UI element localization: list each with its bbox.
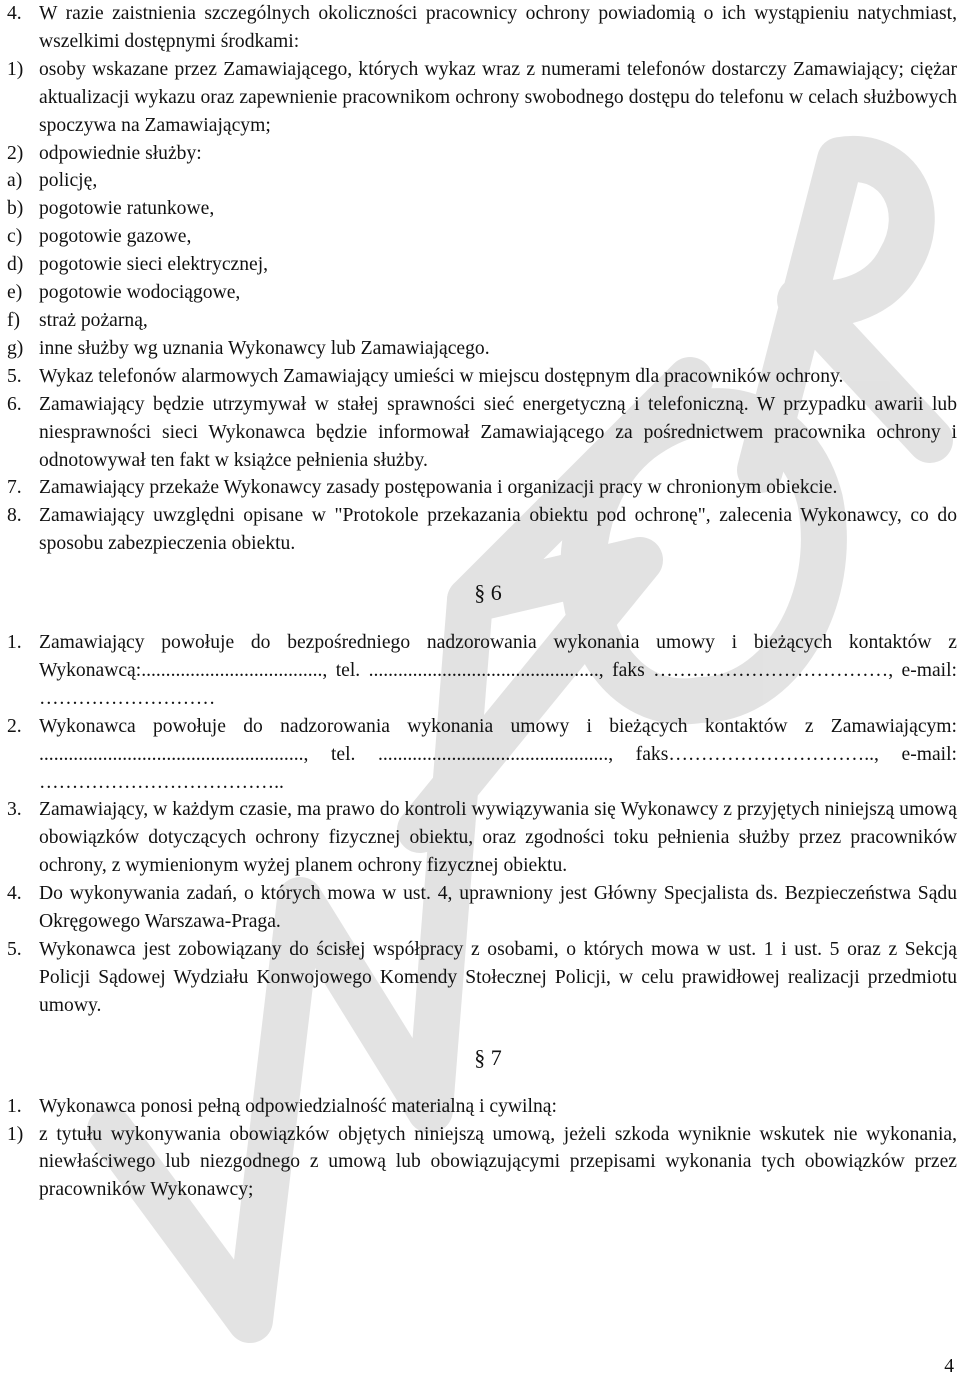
item-number: 2) (7, 142, 24, 164)
list-item (7, 335, 957, 363)
item-number: 5. (7, 365, 22, 387)
item-number: c) (7, 226, 23, 248)
item-number: 3. (7, 799, 22, 821)
list-item (7, 195, 957, 223)
item-number: 8. (7, 505, 22, 527)
list-item (7, 167, 957, 195)
page-number: 4 (944, 1356, 954, 1377)
list-item (7, 474, 957, 502)
item-number: d) (7, 254, 24, 276)
list-item (7, 1093, 957, 1121)
item-text: Zamawiający powołuje do bezpośredniego nadzorowania wykonania umowy i bieżących kontaktów z Wykonawcą:....................................., tel. ..............................................., faks ………………………………, e-mail: ……………………… (39, 632, 957, 709)
list-item (7, 796, 957, 880)
item-text: Wykaz telefonów alarmowych Zamawiający umieści w miejscu dostępnym dla pracowników ochrony. (39, 365, 844, 387)
item-number: 1. (7, 632, 22, 654)
item-number: 6. (7, 393, 22, 415)
section-heading-6: § 6 (474, 580, 502, 606)
list-item (7, 251, 957, 279)
list-item (7, 936, 957, 1020)
item-text: Zamawiający uwzględni opisane w "Protokole przekazania obiektu pod ochronę", zalecenia Wykonawcy, co do sposobu zabezpieczenia obiektu. (39, 505, 957, 555)
list-item (7, 363, 957, 391)
item-text: Do wykonywania zadań, o których mowa w ust. 4, uprawniony jest Główny Specjalista ds. Bezpieczeństwa Sądu Okręgowego Warszawa-Praga. (39, 883, 957, 933)
list-item (7, 279, 957, 307)
item-number: 1. (7, 1095, 22, 1117)
item-text: Zamawiający, w każdym czasie, ma prawo do kontroli wywiązywania się Wykonawcy z przyjętych niniejszą umową obowiązków dotyczących ochrony fizycznej obiektu, oraz zgodności toku pełnienia służby przez pracowników ochrony, z wymienionym wyżej planem ochrony fizycznej obiektu. (39, 799, 957, 877)
list-item (7, 223, 957, 251)
item-number: 2. (7, 715, 22, 737)
item-text: pogotowie sieci elektrycznej, (39, 254, 269, 276)
item-text: pogotowie gazowe, (39, 226, 192, 248)
item-number: 5. (7, 939, 22, 960)
list-item (7, 629, 957, 713)
item-text: straż pożarną, (39, 309, 148, 331)
item-text: osoby wskazane przez Zamawiającego, których wykaz wraz z numerami telefonów dostarczy Zamawiający; ciężar aktualizacji wykazu oraz zapewnienie pracownikom ochrony swobodnego dostępu do telefonu w celach służbowych spoczywa na Zamawiającym; (39, 58, 957, 136)
list-item (7, 56, 957, 140)
list-item (7, 0, 957, 56)
list-item (7, 713, 957, 797)
item-number: 1) (7, 58, 24, 80)
item-number: a) (7, 170, 23, 192)
document-body (7, 0, 957, 1204)
item-number: e) (7, 282, 23, 304)
item-number: 1) (7, 1123, 24, 1145)
item-text: Wykonawca jest zobowiązany do ścisłej współpracy z osobami, o których mowa w ust. 1 i ust. 5 oraz z Sekcją Policji Sądowej Wydziału Konwojowego Komendy Stołecznej Policji, w celu prawidłowej realizacji przedmiotu umowy. (39, 939, 957, 1016)
item-number: g) (7, 337, 24, 359)
item-number: b) (7, 198, 24, 220)
item-text: Wykonawca ponosi pełną odpowiedzialność materialną i cywilną: (39, 1095, 557, 1117)
list-item (7, 140, 957, 168)
list-item (7, 880, 957, 936)
item-text: pogotowie ratunkowe, (39, 198, 215, 220)
item-text: Wykonawca powołuje do nadzorowania wykonania umowy i bieżących kontaktów z Zamawiającym: ......................................................, tel. ..............................................., faks………………………….., e-mail: ……………………………….. (39, 715, 957, 793)
item-text: Zamawiający będzie utrzymywał w stałej sprawności sieć energetyczną i telefoniczną. W przypadku awarii lub niesprawności sieci Wykonawca będzie informował Zamawiającego za pośrednictwem pracownika ochrony i odnotowywał ten fakt w książce pełnienia służby. (39, 393, 957, 471)
list-item (7, 502, 957, 558)
item-text: z tytułu wykonywania obowiązków objętych niniejszą umową, jeżeli szkoda wyniknie wskutek nie wykonania, niewłaściwego lub niezgodnego z umową lub obowiązującymi przepisami wykonania tych obowiązków przez pracowników Wykonawcy; (39, 1123, 957, 1201)
list-item (7, 391, 957, 475)
item-text: Zamawiający przekaże Wykonawcy zasady postępowania i organizacji pracy w chronionym obiekcie. (39, 477, 838, 499)
item-text: policję, (39, 170, 98, 192)
item-number: 7. (7, 477, 22, 499)
section-heading-7: § 7 (474, 1044, 502, 1070)
item-text: W razie zaistnienia szczególnych okoliczności pracownicy ochrony powiadomią o ich wystąpieniu natychmiast, wszelkimi dostępnymi środkami: (39, 3, 957, 52)
item-number: f) (7, 309, 21, 331)
item-text: inne służby wg uznania Wykonawcy lub Zamawiającego. (39, 337, 490, 359)
item-number: 4. (7, 883, 22, 905)
item-text: pogotowie wodociągowe, (39, 282, 241, 304)
item-number: 4. (7, 3, 22, 24)
list-item (7, 307, 957, 335)
item-text: odpowiednie służby: (39, 142, 202, 164)
list-item (7, 1121, 957, 1205)
